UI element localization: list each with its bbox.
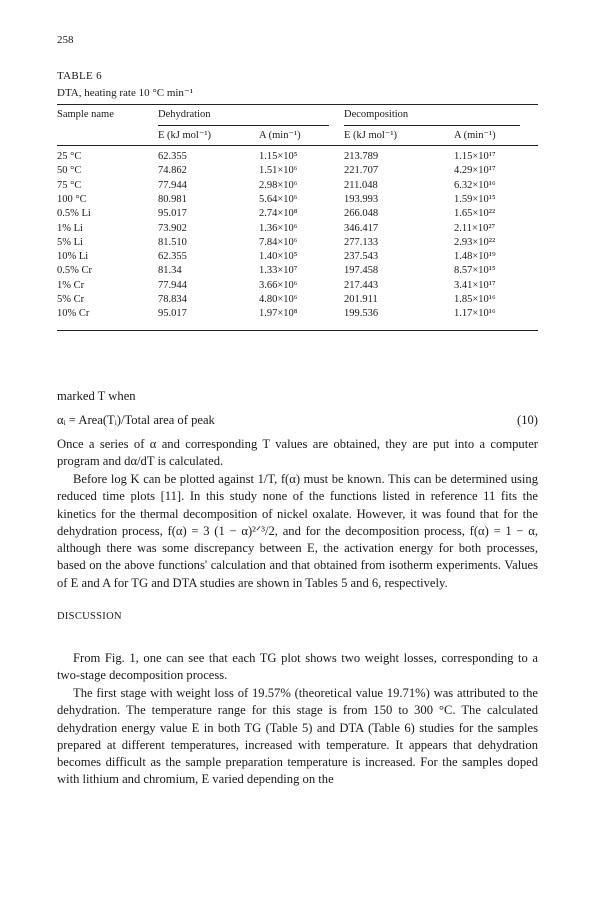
decomposition-header: Decomposition [344,109,409,120]
paragraph-2: Before log K can be plotted against 1/T, f(α) must be known. This can be determined using reduced time plots [11]. In this study none of the functions listed in reference 11 fits the kinetics for the thermal decomposition of nickel oxalate. However, it was found that for the dehydration process, f(α) = 3 (1 − α)²ᐟ³/2, and for the decomposition process, f(α) = 1 − α, although there was some discrepancy between E, the activation energy for both processes, based on the above functions' calculation and that obtained from isotherm experiments. Values of E and A for TG and DTA studies are shown in Tables 5 and 6, respectively. [57,472,538,590]
cell-e-decomposition: 193.993 [344,193,379,205]
cell-e-dehydration: 81.510 [158,236,187,248]
cell-sample-name: 0.5% Li [57,208,91,220]
dehydration-header: Dehydration [158,109,211,120]
cell-e-decomposition: 211.048 [344,179,378,191]
sub-header-e-dehydration: E (kJ mol⁻¹) [158,130,212,141]
sub-header-e-decomposition: E (kJ mol⁻¹) [344,130,398,141]
cell-e-dehydration: 78.834 [158,294,187,305]
sample-name-header: Sample name [57,109,114,120]
decomposition-group-rule [344,125,520,126]
equation-10 [57,413,538,428]
cell-a-dehydration: 3.66×10⁶ [259,279,298,291]
cell-e-dehydration: 62.355 [158,151,187,162]
cell-e-dehydration: 95.017 [158,308,187,320]
cell-a-decomposition: 1.59×10¹⁵ [454,193,496,205]
cell-sample-name: 5% Li [57,236,83,248]
cell-sample-name: 75 °C [57,179,82,191]
cell-e-decomposition: 277.133 [344,236,379,248]
cell-a-decomposition: 6.32×10¹⁶ [454,179,496,191]
dehydration-group-rule [158,125,329,126]
cell-a-dehydration: 2.74×10⁸ [259,208,298,220]
equation-text: αᵢ = Area(Tᵢ)/Total area of peak [57,413,215,427]
cell-a-decomposition: 2.93×10²² [454,236,496,248]
cell-e-decomposition: 201.911 [344,294,378,305]
cell-a-dehydration: 5.64×10⁶ [259,193,298,205]
cell-a-dehydration: 1.97×10⁸ [259,308,298,320]
equation-number: (10) [517,413,538,427]
cell-a-decomposition: 8.57×10¹⁵ [454,265,496,277]
cell-sample-name: 25 °C [57,151,82,162]
cell-e-decomposition: 237.543 [344,251,379,263]
cell-a-decomposition: 2.11×10²⁷ [454,222,496,234]
cell-sample-name: 1% Li [57,222,83,234]
cell-a-dehydration: 2.98×10⁶ [259,179,298,191]
cell-a-decomposition: 1.85×10¹⁶ [454,294,496,305]
cell-sample-name: 50 °C [57,165,82,177]
cell-sample-name: 0.5% Cr [57,265,92,277]
cell-e-decomposition: 199.536 [344,308,379,320]
cell-e-decomposition: 346.417 [344,222,379,234]
cell-e-dehydration: 62.355 [158,251,187,263]
table-bottom-rule [57,330,538,331]
cell-a-dehydration: 1.15×10⁵ [259,151,298,162]
paragraph-3: From Fig. 1, one can see that each TG plot shows two weight losses, corresponding to a two-stage decomposition process. [57,651,538,683]
cell-e-decomposition: 266.048 [344,208,379,220]
cell-sample-name: 1% Cr [57,279,85,291]
cell-a-decomposition: 1.17×10¹⁶ [454,308,496,320]
section-title: DISCUSSION [57,611,122,622]
cell-sample-name: 100 °C [57,193,87,205]
cell-e-dehydration: 95.017 [158,208,187,220]
cell-a-dehydration: 7.84×10⁶ [259,236,298,248]
page-number: 258 [57,34,74,46]
cell-a-decomposition: 4.29×10¹⁷ [454,165,496,177]
cell-a-decomposition: 1.15×10¹⁷ [454,151,496,162]
table-label: TABLE 6 [57,70,102,82]
cell-a-dehydration: 1.40×10⁵ [259,251,298,263]
cell-a-decomposition: 1.48×10¹⁹ [454,251,496,263]
cell-a-decomposition: 1.65×10²² [454,208,496,220]
cell-a-dehydration: 4.80×10⁶ [259,294,298,305]
cell-e-dehydration: 80.981 [158,193,187,205]
table-header-rule [57,145,538,146]
cell-e-decomposition: 221.707 [344,165,379,177]
cell-e-decomposition: 217.443 [344,279,379,291]
sub-header-a-dehydration: A (min⁻¹) [259,130,301,141]
cell-a-dehydration: 1.51×10⁶ [259,165,298,177]
paragraph-1: Once a series of α and corresponding T values are obtained, they are put into a computer program and dα/dT is calculated. [57,437,538,469]
table-top-rule [57,104,538,105]
cell-a-dehydration: 1.36×10⁶ [259,222,298,234]
cell-e-dehydration: 74.862 [158,165,187,177]
cell-e-dehydration: 81.34 [158,265,182,277]
cell-e-dehydration: 77.944 [158,279,187,291]
cell-a-decomposition: 3.41×10¹⁷ [454,279,496,291]
cell-e-dehydration: 77.944 [158,179,187,191]
table-caption: DTA, heating rate 10 °C min⁻¹ [57,87,194,99]
paragraph-4: The first stage with weight loss of 19.57% (theoretical value 19.71%) was attributed to the dehydration. The temperature range for this stage is from 150 to 300 °C. The calculated dehydration energy value E in both TG (Table 5) and DTA (Table 6) studies for the samples prepared at different temperatures, increased with temperature. It appears that dehydration becomes difficult as the sample preparation temperature is increased. For the samples doped with lithium and chromium, E varied depending on the [57,686,538,787]
cell-sample-name: 10% Li [57,251,89,263]
paragraph-marked: marked T when [57,389,136,403]
sub-header-a-decomposition: A (min⁻¹) [454,130,496,141]
cell-e-dehydration: 73.902 [158,222,187,234]
cell-a-dehydration: 1.33×10⁷ [259,265,298,277]
cell-e-decomposition: 213.789 [344,151,379,162]
cell-sample-name: 5% Cr [57,294,85,305]
cell-e-decomposition: 197.458 [344,265,379,277]
cell-sample-name: 10% Cr [57,308,90,320]
